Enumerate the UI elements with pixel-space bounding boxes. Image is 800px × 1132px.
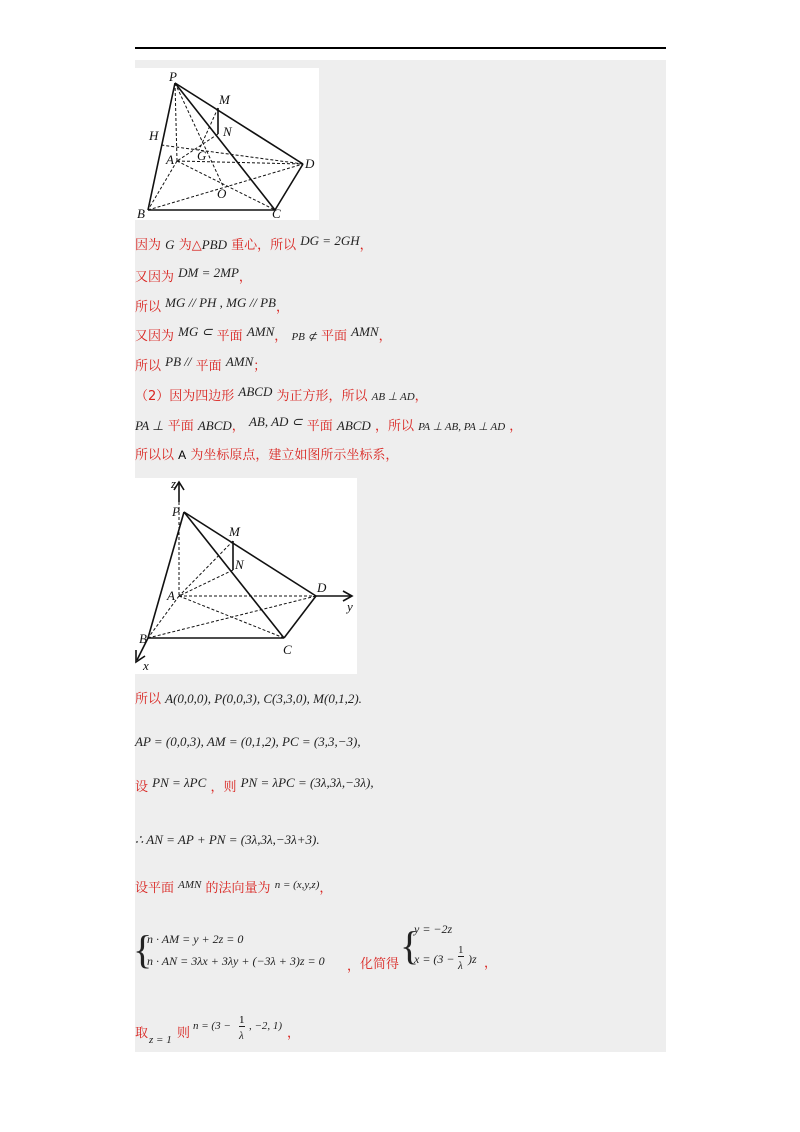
line-1: 因为 G 为△PBD 重心，所以 DG = 2GH，	[135, 233, 373, 253]
line-13: 设平面 $^{AMN}$ 的法向量为 $^{n = (x,y,z)}$，	[135, 879, 333, 896]
header-rule	[135, 47, 666, 49]
line-11: 设 PN = λPC ，则 PN = λPC = (3λ,3λ,−3λ),	[135, 775, 374, 795]
line-10: AP = (0,0,3), AM = (0,1,2), PC = (3,3,−3),	[135, 734, 361, 749]
line-12: ∴ AN = AP + PN = (3λ,3λ,−3λ+3).	[135, 832, 320, 847]
label-M: M	[219, 92, 230, 107]
label-B2: B	[139, 631, 147, 646]
label-D2: D	[317, 580, 327, 595]
line-7: PA ⊥ 平面 ABCD， AB, AD ⊂ 平面 ABCD ，所以 PA ⊥ AB, PA ⊥ AD ，	[135, 414, 523, 434]
equation-system-left: { n · AM = y + 2z = 0 n · AN = 3λx + 3λy + (−3λ + 3)z = 0	[133, 927, 325, 972]
label-C: C	[272, 206, 281, 220]
label-y: y	[347, 599, 353, 614]
label-G: G	[197, 148, 207, 163]
line-6: （2）因为四边形 ABCD 为正方形，所以 AB ⊥ AD，	[135, 384, 428, 404]
line-4: 又因为 MG ⊂ 平面 AMN， PB ⊄ 平面 AMN，	[135, 324, 392, 344]
label-z: z	[171, 478, 177, 491]
label-B: B	[137, 206, 145, 220]
label-A: A	[166, 152, 174, 167]
line-2: 又因为 DM = 2MP，	[135, 265, 252, 285]
label-A2: A	[167, 588, 175, 603]
figure-pyramid-1	[135, 68, 319, 220]
line-15: 取 z = 1 则 n = (3 − 1 λ , −2, 1) ，	[135, 1014, 301, 1046]
label-O: O	[217, 186, 227, 201]
label-P: P	[169, 69, 177, 84]
label-H: H	[149, 128, 159, 143]
label-x: x	[143, 658, 149, 673]
label-D: D	[305, 156, 315, 171]
label-P2: P	[172, 504, 180, 519]
line-8: 所以以 A 为坐标原点，建立如图所示坐标系，	[135, 448, 399, 463]
line-3: 所以 MG // PH , MG // PB，	[135, 295, 290, 315]
equation-system-right: { y = −2z x = (3 − 1 λ )z ，	[400, 922, 498, 972]
label-C2: C	[283, 642, 292, 657]
line-9: 所以 A(0,0,0), P(0,0,3), C(3,3,0), M(0,1,2).	[135, 691, 362, 707]
label-N2: N	[235, 557, 244, 572]
label-N: N	[223, 124, 232, 139]
figure-pyramid-2	[135, 478, 357, 674]
label-M2: M	[229, 524, 240, 539]
line-5: 所以 PB // 平面 AMN；	[135, 354, 267, 374]
